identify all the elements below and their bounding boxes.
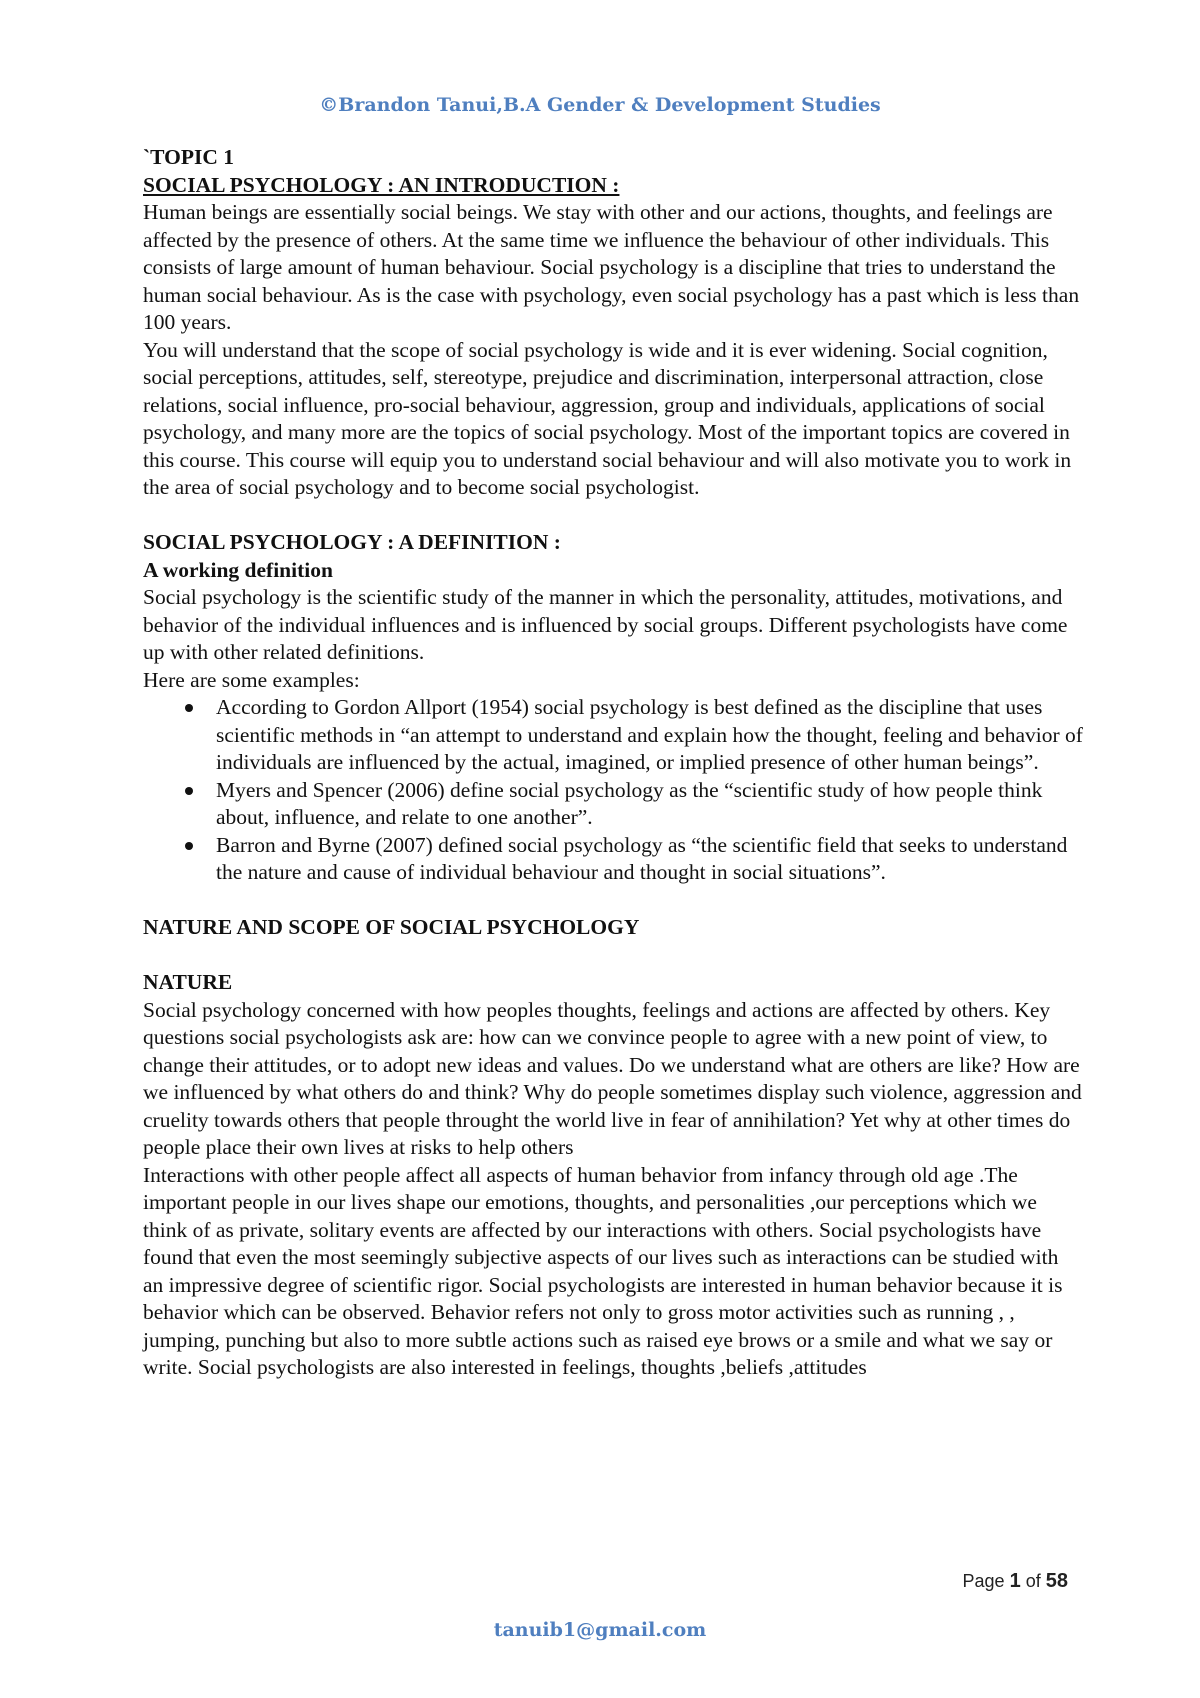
topic-label: `TOPIC 1 xyxy=(143,145,234,169)
list-item: Barron and Byrne (2007) defined social psychology as “the scientific field that seeks to understand the nature and cause of individual behaviour and thought in social situations”. xyxy=(143,832,1083,887)
page-number: Page 1 of 58 xyxy=(962,1570,1068,1592)
footer-email: tanuib1@gmail.com xyxy=(493,1619,707,1641)
page-header: ©Brandon Tanui,B.A Gender & Development Studies xyxy=(319,94,881,116)
definition-subheading: A working definition xyxy=(143,557,333,582)
list-item: Myers and Spencer (2006) define social psychology as the “scientific study of how people think about, influence, and relate to one another”. xyxy=(143,777,1083,832)
definition-paragraph-2: Here are some examples: xyxy=(143,667,360,692)
definition-paragraph-1: Social psychology is the scientific study of the manner in which the personality, attitudes, motivations, and behavior of the individual influences and is influenced by social groups. Different psychologists have come up with other related definitions. xyxy=(143,585,1068,664)
intro-paragraph-2: You will understand that the scope of social psychology is wide and it is ever widening. Social cognition, social perceptions, attitudes, self, stereotype, prejudice and discrimination, interpersonal attraction, close relations, social influence, pro-social behaviour, aggression, group and individuals, applications of social psychology, and many more are the topics of social psychology. Most of the important topics are covered in this course. This course will equip you to understand social behaviour and will also motivate you to work in the area of social psychology and to become social psychologist. xyxy=(143,337,1072,499)
nature-scope-heading: NATURE AND SCOPE OF SOCIAL PSYCHOLOGY xyxy=(143,915,640,939)
topic-title: SOCIAL PSYCHOLOGY : AN INTRODUCTION : xyxy=(143,172,620,197)
total-pages: 58 xyxy=(1045,1570,1068,1592)
current-page: 1 xyxy=(1009,1570,1021,1592)
nature-heading: NATURE xyxy=(143,970,233,994)
definition-list xyxy=(143,694,1083,887)
nature-paragraph-2: Interactions with other people affect all aspects of human behavior from infancy through old age .The important people in our lives shape our emotions, thoughts, and personalities ,our perceptions which we think of as private, solitary events are affected by our interactions with others. Social psychologists have found that even the most seemingly subjective aspects of our lives such as interactions can be studied with an impressive degree of scientific rigor. Social psychologists are interested in human behavior because it is behavior which can be observed. Behavior refers not only to gross motor activities such as running , , jumping, punching but also to more subtle actions such as raised eye brows or a smile and what we say or write. Social psychologists are also interested in feelings, thoughts ,beliefs ,attitudes xyxy=(143,1162,1063,1379)
document-body xyxy=(143,144,1083,1382)
intro-paragraph-1: Human beings are essentially social beings. We stay with other and our actions, thoughts, and feelings are affected by the presence of others. At the same time we influence the behaviour of other individuals. This consists of large amount of human behaviour. Social psychology is a discipline that tries to understand the human social behaviour. As is the case with psychology, even social psychology has a past which is less than 100 years. xyxy=(143,200,1080,334)
list-item: According to Gordon Allport (1954) social psychology is best defined as the discipline that uses scientific methods in “an attempt to understand and explain how the thought, feeling and behavior of individuals are influenced by the actual, imagined, or implied presence of other human beings”. xyxy=(143,694,1083,777)
nature-paragraph-1: Social psychology concerned with how peoples thoughts, feelings and actions are affected by others. Key questions social psychologists ask are: how can we convince people to agree with a new point of view, to change their attitudes, or to adopt new ideas and values. Do we understand what are others are like? How are we influenced by what others do and think? Why do people sometimes display such violence, aggression and cruelity towards others that people throught the world live in fear of annihilation? Yet why at other times do people place their own lives at risks to help others xyxy=(143,997,1082,1159)
definition-heading: SOCIAL PSYCHOLOGY : A DEFINITION : xyxy=(143,530,561,554)
